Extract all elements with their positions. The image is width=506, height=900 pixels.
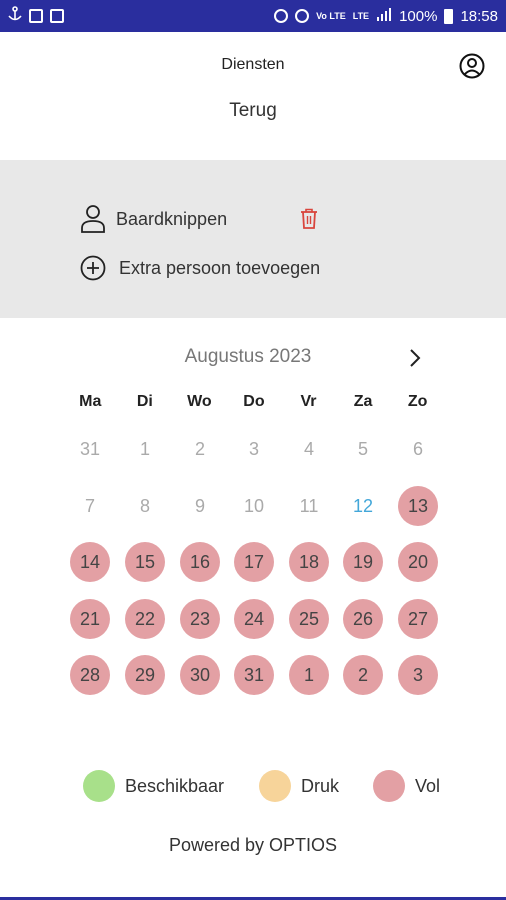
weekday-label: Za (353, 393, 373, 410)
calendar-day[interactable]: 19 (343, 542, 383, 582)
alarm-icon (274, 9, 288, 23)
battery-percent: 100% (399, 7, 438, 25)
legend-item-busy (259, 770, 339, 802)
calendar-day[interactable]: 28 (70, 655, 110, 695)
status-left-icons (8, 6, 64, 27)
calendar-day[interactable]: 31 (79, 438, 101, 459)
calendar-day[interactable]: 12 (352, 495, 374, 516)
calendar-day[interactable]: 6 (412, 438, 423, 459)
weekday-label: Zo (407, 393, 428, 410)
add-person-button[interactable] (80, 255, 320, 281)
status-right-icons (274, 7, 498, 26)
weekday-label: Do (243, 393, 265, 410)
calendar-day[interactable]: 1 (289, 655, 329, 695)
calendar-day[interactable]: 17 (234, 542, 274, 582)
header (0, 32, 506, 160)
signal-icon (376, 7, 392, 26)
legend-dot (373, 770, 405, 802)
legend-item-full (373, 770, 440, 802)
trash-icon[interactable] (300, 208, 318, 230)
calendar-day[interactable]: 21 (70, 599, 110, 639)
calendar-day[interactable]: 20 (398, 542, 438, 582)
legend-dot (259, 770, 291, 802)
volte-indicator: Vo LTE (316, 10, 346, 21)
add-circle-icon (80, 255, 106, 281)
calendar-day[interactable]: 2 (343, 655, 383, 695)
weekday-label: Di (136, 393, 153, 410)
weekday-label: Ma (79, 393, 102, 410)
calendar-day[interactable]: 3 (398, 655, 438, 695)
calendar-day[interactable]: 14 (70, 542, 110, 582)
calendar-day[interactable]: 9 (194, 495, 205, 516)
status-bar (0, 0, 506, 32)
calendar-day[interactable]: 26 (343, 599, 383, 639)
calendar-day[interactable]: 29 (125, 655, 165, 695)
calendar-day[interactable]: 27 (398, 599, 438, 639)
chevron-right-icon[interactable] (405, 347, 425, 369)
back-button[interactable]: Terug (229, 100, 277, 121)
legend-label: Vol (415, 775, 441, 796)
calendar-day[interactable]: 25 (289, 599, 329, 639)
account-icon[interactable] (459, 53, 485, 79)
calendar-day[interactable]: 30 (180, 655, 220, 695)
powered-by: Powered by OPTIOS (168, 835, 338, 855)
calendar-day[interactable]: 31 (234, 655, 274, 695)
month-label: Augustus 2023 (184, 346, 312, 367)
sim-card-icon (50, 9, 64, 23)
service-label: Baardknippen (116, 208, 228, 229)
legend-item-available (83, 770, 224, 802)
legend-label: Beschikbaar (125, 775, 225, 796)
anchor-icon (8, 6, 22, 27)
page-title: Diensten (221, 56, 285, 73)
calendar-day[interactable]: 4 (303, 438, 314, 459)
calendar-day[interactable]: 10 (243, 495, 265, 516)
settings-icon (295, 9, 309, 23)
lte-indicator: LTE (352, 10, 370, 21)
add-person-label: Extra persoon toevoegen (119, 257, 321, 278)
calendar-day[interactable]: 15 (125, 542, 165, 582)
calendar-day[interactable]: 22 (125, 599, 165, 639)
person-icon (80, 204, 106, 234)
calendar-day[interactable]: 23 (180, 599, 220, 639)
weekday-label: Vr (300, 393, 317, 410)
calendar-day[interactable]: 11 (299, 495, 319, 516)
service-item (80, 204, 227, 234)
calendar-day[interactable]: 5 (357, 438, 368, 459)
services-panel (0, 160, 506, 318)
legend-label: Druk (301, 775, 340, 796)
calendar-day[interactable]: 24 (234, 599, 274, 639)
calendar-day[interactable]: 16 (180, 542, 220, 582)
weekday-label: Wo (187, 393, 212, 410)
calendar-day[interactable]: 2 (194, 438, 205, 459)
legend (83, 770, 463, 804)
legend-dot (83, 770, 115, 802)
battery-icon (444, 9, 453, 24)
gallery-icon (29, 9, 43, 23)
calendar-day[interactable]: 7 (84, 495, 95, 516)
calendar-day[interactable]: 8 (139, 495, 150, 516)
calendar-day[interactable]: 1 (139, 438, 150, 459)
weekday-header (63, 393, 445, 411)
calendar-day[interactable]: 13 (398, 486, 438, 526)
clock: 18:58 (460, 7, 498, 25)
calendar-day[interactable]: 18 (289, 542, 329, 582)
calendar-day[interactable]: 3 (248, 438, 259, 459)
